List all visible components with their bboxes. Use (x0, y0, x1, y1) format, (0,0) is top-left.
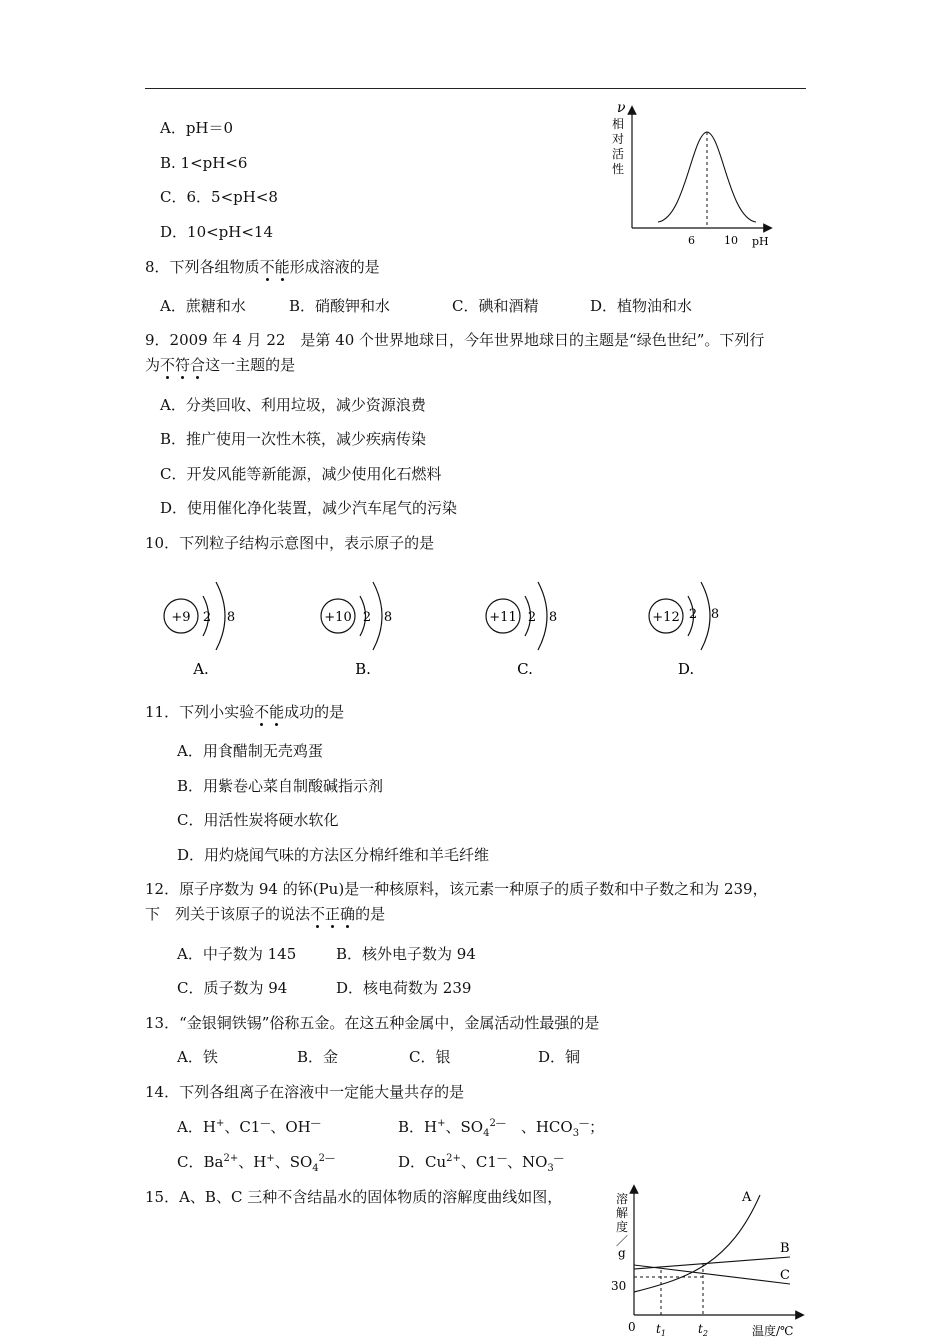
q8-option-b: B．硝酸钾和水 (289, 297, 391, 315)
ph-chart-y-label-2: 对 (612, 132, 625, 146)
q14-b-so: 、SO (445, 1118, 484, 1136)
atom-b-shell-2 (373, 582, 382, 650)
q9-stem-line2 (145, 355, 295, 375)
q12-option-a: A．中子数为 145 (177, 945, 297, 963)
solubility-curve-b-label: B (780, 1241, 790, 1256)
q14-b-h: H (424, 1118, 438, 1136)
atom-d-nucleus-charge: +12 (652, 610, 680, 625)
q8-number: 8． (145, 258, 170, 276)
q12-option-c: C．质子数为 94 (177, 979, 288, 997)
q14-b-hco: 、HCO (505, 1118, 573, 1136)
q8-option-c: C．碘和酒精 (452, 297, 539, 315)
q12-stem-pre: 下 列关于该原子的说法 (145, 905, 311, 923)
q12-option-b: B．核外电子数为 94 (336, 945, 476, 963)
solubility-curve-c-label: C (780, 1268, 790, 1283)
q11-option-d: D．用灼烧闻气味的方法区分棉纤维和羊毛纤维 (177, 846, 490, 864)
ph-chart-y-label-4: 性 (612, 162, 625, 176)
q14-b-h-charge: + (437, 1118, 446, 1129)
solubility-y-label-2: 解 (616, 1206, 629, 1220)
q14-b-so4-charge: 2— (489, 1118, 506, 1129)
q14-b-hco3-sub: 3 (572, 1128, 580, 1139)
q14-d-label: D． (398, 1153, 426, 1171)
q11-stem-pre: 下列小实验 (179, 703, 255, 721)
q13-stem: 13．“金银铜铁锡”俗称五金。在这五种金属中，金属活动性最强的是 (145, 1014, 600, 1032)
q9-option-d: D．使用催化净化装置，减少汽车尾气的污染 (160, 499, 458, 517)
ph-chart-y-label-1: 相 (612, 117, 625, 131)
q14-c-so4-charge: 2— (318, 1153, 336, 1164)
q9-option-c: C．开发风能等新能源，减少使用化石燃料 (160, 465, 442, 483)
solubility-curve-c (634, 1265, 790, 1284)
atom-a-electrons-2: 8 (226, 610, 236, 625)
atom-diagram-a (158, 575, 248, 680)
atom-a-electrons-1: 2 (202, 610, 212, 625)
q11-stem (145, 702, 344, 722)
q12-stem-post: 的是 (355, 905, 386, 923)
q11-option-b: B．用紫卷心菜自制酸碱指示剂 (177, 777, 384, 795)
solubility-t1-label: $t_1$ (656, 1322, 666, 1338)
solubility-y-label-4: ／ (616, 1234, 629, 1248)
q7-option-a: A．pH＝0 (160, 119, 234, 137)
q7-option-b: B. 1<pH<6 (160, 154, 248, 172)
q14-d-no3-charge: — (553, 1153, 564, 1164)
q8-stem (145, 257, 380, 277)
solubility-y-label-3: 度 (616, 1220, 629, 1234)
q12-option-d: D．核电荷数为 239 (336, 979, 472, 997)
q14-c-so4-sub: 4 (312, 1163, 319, 1174)
q12-emphasis-3: 确 (340, 905, 356, 923)
q8-stem-pre: 下列各组物质 (169, 258, 260, 276)
solubility-curve-b (634, 1257, 790, 1269)
solubility-origin: 0 (628, 1320, 636, 1334)
q14-d-cl: 、C1 (460, 1153, 497, 1171)
atom-c-electrons-1: 2 (527, 610, 537, 625)
solubility-y-label-5: g (618, 1246, 626, 1260)
q13-option-c: C．银 (409, 1048, 451, 1066)
ph-chart-x-tick-10: 10 (724, 234, 738, 247)
q8-emphasis-1: 不 (259, 258, 275, 276)
q11-option-c: C．用活性炭将硬水软化 (177, 811, 339, 829)
q9-emphasis-1: 不 (160, 356, 176, 374)
atom-b-electrons-1: 2 (362, 610, 372, 625)
q14-a-h: H (202, 1118, 216, 1136)
atom-d-shell-2 (701, 582, 710, 650)
q14-a-oh: 、OH (270, 1118, 311, 1136)
q9-option-b: B．推广使用一次性木筷，减少疾病传染 (160, 430, 427, 448)
q7-option-d: D．10<pH<14 (160, 223, 274, 241)
q14-c-ba-charge: 2+ (223, 1153, 239, 1164)
q14-a-oh-charge: — (310, 1118, 321, 1129)
q14-b-end: ； (589, 1118, 605, 1136)
q8-option-d: D．植物油和水 (590, 297, 693, 315)
q14-b-so4-sub: 4 (483, 1128, 490, 1139)
q14-c-h: 、H (238, 1153, 267, 1171)
q14-c-so: 、SO (274, 1153, 313, 1171)
atom-diagram-d (643, 575, 733, 680)
ph-chart-x-tick-6: 6 (688, 234, 695, 247)
atom-d-label: D. (677, 660, 695, 678)
atom-b-label: B. (355, 660, 371, 678)
ph-chart-y-symbol: ν (617, 100, 626, 116)
solubility-chart (600, 1183, 810, 1341)
q13-option-b: B．金 (297, 1048, 339, 1066)
q11-number: 11． (145, 703, 180, 721)
q13-option-a: A．铁 (177, 1048, 218, 1066)
q11-emphasis-1: 不 (254, 703, 270, 721)
atom-b-electrons-2: 8 (383, 610, 393, 625)
header-rule (145, 88, 806, 89)
q9-emphasis-3: 合 (190, 356, 206, 374)
atom-c-label: C. (517, 660, 533, 678)
q9-stem-line1: 9．2009 年 4 月 22 是第 40 个世界地球日，今年世界地球日的主题是“绿色世纪”。下列行 (145, 331, 765, 349)
q12-stem-line1: 12．原子序数为 94 的钚(Pu)是一种核原料，该元素一种原子的质子数和中子数之和为 239， (145, 880, 768, 898)
q14-c-ba: Ba (203, 1153, 224, 1171)
q14-c-label: C． (177, 1153, 204, 1171)
q9-stem-post: 这一主题的是 (205, 356, 296, 374)
solubility-y-label-1: 溶 (616, 1192, 629, 1206)
q14-option-b (398, 1117, 604, 1137)
q8-option-a: A．蔗糖和水 (160, 297, 246, 315)
q12-emphasis-2: 正 (325, 905, 341, 923)
q11-option-a: A．用食醋制无壳鸡蛋 (177, 742, 323, 760)
atom-d-electrons-2: 8 (710, 607, 720, 622)
q14-d-no3-sub: 3 (547, 1163, 554, 1174)
q14-d-cu: Cu (425, 1153, 447, 1171)
q9-emphasis-2: 符 (175, 356, 191, 374)
ph-chart-y-label-3: 活 (612, 147, 625, 161)
q14-d-cl-charge: — (496, 1153, 507, 1164)
q14-d-cu-charge: 2+ (446, 1153, 461, 1164)
atom-d-electrons-1: 2 (688, 607, 698, 622)
q14-c-h-charge: + (266, 1153, 275, 1164)
solubility-t2-label: $t_2$ (698, 1322, 708, 1338)
atom-diagram-b (315, 575, 405, 680)
q7-option-c: C．6．5<pH<8 (160, 188, 278, 206)
q8-stem-post: 形成溶液的是 (289, 258, 380, 276)
q11-emphasis-2: 能 (269, 703, 285, 721)
q14-a-cl-charge: — (260, 1118, 271, 1129)
q14-a-cl: 、C1 (224, 1118, 261, 1136)
solubility-y-tick-30: 30 (611, 1279, 627, 1293)
atom-a-shell-2 (216, 582, 225, 650)
q11-stem-post: 成功的是 (284, 703, 345, 721)
atom-a-label: A. (193, 660, 209, 678)
solubility-x-label: 温度/℃ (752, 1324, 794, 1338)
q10-stem: 10．下列粒子结构示意图中，表示原子的是 (145, 534, 435, 552)
atom-c-shell-2 (538, 582, 547, 650)
q12-stem-line2 (145, 904, 385, 924)
q14-option-d (398, 1152, 564, 1172)
q14-option-a (177, 1117, 321, 1137)
q12-emphasis-1: 不 (310, 905, 326, 923)
atom-c-electrons-2: 8 (548, 610, 558, 625)
q14-d-no: 、NO (506, 1153, 548, 1171)
atom-c-nucleus-charge: +11 (489, 610, 517, 625)
q14-a-label: A． (177, 1118, 203, 1136)
q14-option-c (177, 1152, 335, 1172)
q9-option-a: A．分类回收、利用垃圾，减少资源浪费 (160, 396, 426, 414)
q9-stem-pre: 为 (145, 356, 161, 374)
q8-emphasis-2: 能 (274, 258, 290, 276)
atom-a-nucleus-charge: +9 (171, 610, 191, 625)
atom-b-nucleus-charge: +10 (324, 610, 352, 625)
q15-stem: 15．A、B、C 三种不含结晶水的固体物质的溶解度曲线如图， (145, 1188, 563, 1206)
q14-stem: 14．下列各组离子在溶液中一定能大量共存的是 (145, 1083, 465, 1101)
solubility-curve-a-label: A (742, 1190, 752, 1205)
q14-b-hco3-charge: — (579, 1118, 590, 1129)
q13-option-d: D．铜 (538, 1048, 581, 1066)
ph-activity-chart (600, 98, 780, 253)
ph-chart-x-unit: pH (752, 235, 769, 248)
atom-diagram-c (480, 575, 570, 680)
q14-b-label: B． (398, 1118, 425, 1136)
q14-a-h-charge: + (215, 1118, 225, 1129)
